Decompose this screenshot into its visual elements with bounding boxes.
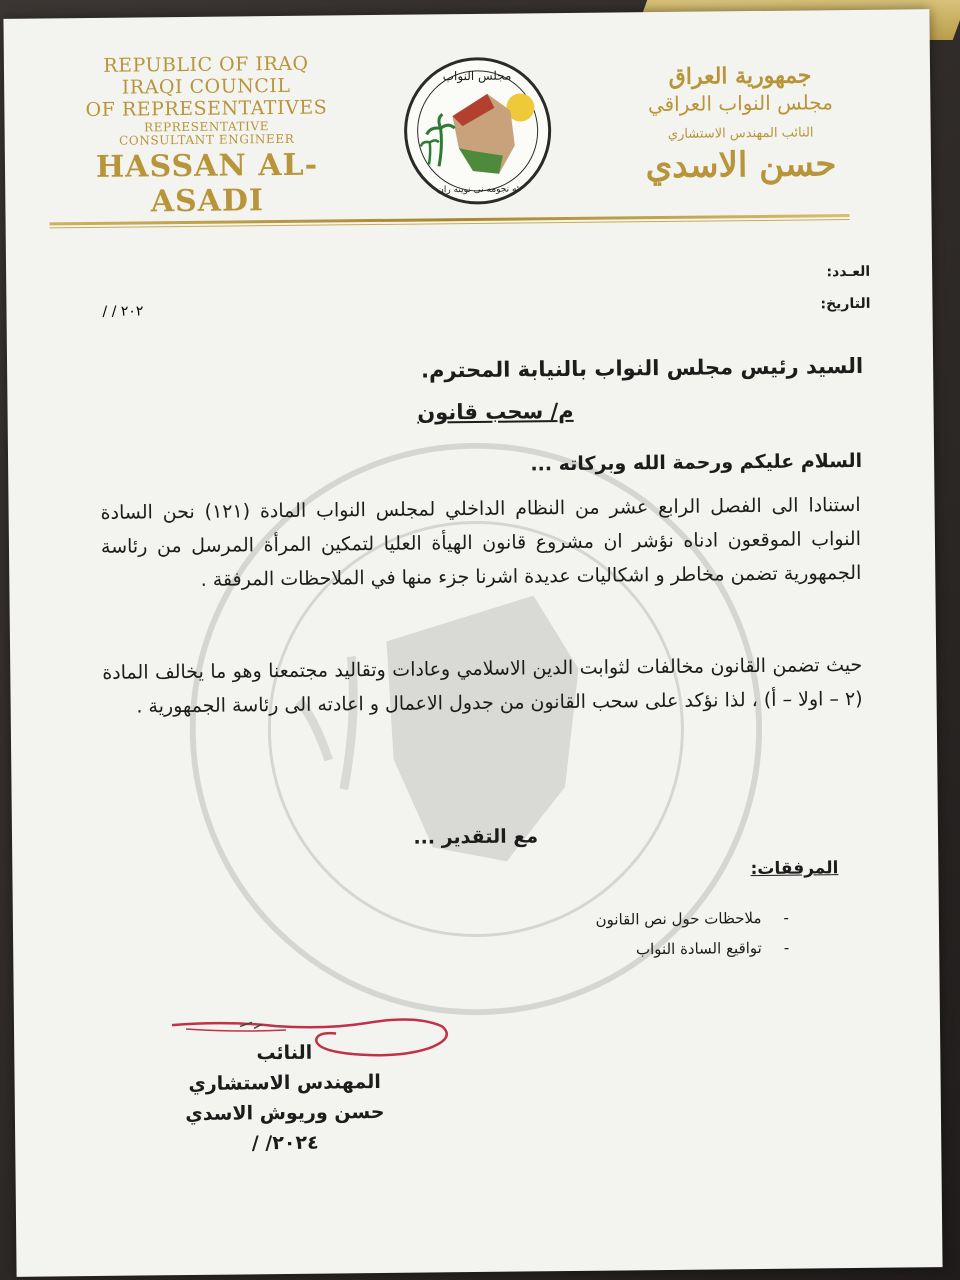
english-line-representatives: OF REPRESENTATIVES (85, 96, 328, 121)
attachments-title: المرفقات: (750, 858, 839, 880)
letter-sheet (3, 9, 942, 1277)
arabic-line-council: مجلس النواب العراقي (647, 89, 833, 116)
english-name: HASSAN AL-ASADI (95, 147, 319, 219)
date-label: التاريخ: (820, 295, 871, 313)
closing-line: مع التقدير ... (413, 825, 539, 849)
signature-date: / /٢٠٢٤ (251, 1131, 319, 1155)
attachment-item: - ملاحظات حول نص القانون (596, 909, 789, 929)
attachments-list (596, 909, 790, 971)
greeting: السلام عليكم ورحمة الله وبركاته ... (530, 449, 863, 476)
signature-block (174, 1037, 395, 1159)
logo-bottom-text: ئه نجومه نى نوينه ران (437, 184, 520, 196)
english-line-council: IRAQI COUNCIL (121, 74, 291, 99)
english-letterhead (56, 53, 358, 220)
addressee: السيد رئيس مجلس النواب بالنيابة المحترم. (420, 353, 864, 383)
signature-name: حسن وريوش الاسدي (185, 1100, 385, 1126)
english-line-engineer: CONSULTANT ENGINEER (119, 132, 295, 149)
english-line-republic: REPUBLIC OF IRAQ (103, 52, 309, 77)
council-logo-icon (402, 55, 554, 207)
body-paragraph-1: استنادا الى الفصل الرابع عشر من النظام الداخلي لمجلس النواب المادة (١٢١) نحن السادة النواب الموقعون ادناه نؤشر ان مشروع قانون الهيأة العليا لتمكين المرأة المرسل من رئاسة الجمهورية تضمن مخاطر و اشكاليات عديدة اشرنا جزء منها في الملاحظات المرفقة . (100, 493, 862, 591)
signature-title: النائب (256, 1041, 313, 1065)
body-paragraph-2: حيث تضمن القانون مخالفات لثوابت الدين الاسلامي وعادات وتقاليد مجتمعنا وهو ما يخالف المادة (٢ – اولا – أ) ، لذا نؤكد على سحب القانون من جدول الاعمال و اعادته الى رئاسة الجمهورية . (102, 653, 863, 718)
signature-role: المهندس الاستشاري (188, 1070, 381, 1096)
arabic-name: حسن الاسدي (645, 143, 837, 186)
arabic-letterhead (610, 62, 871, 188)
attachment-item: - تواقيع السادة النواب (596, 939, 789, 959)
arabic-line-republic: جمهورية العراق (668, 62, 812, 90)
date-value: / / ٢٠٢ (102, 303, 144, 320)
english-line-representative: REPRESENTATIVE (143, 118, 270, 134)
number-label: العـدد: (826, 263, 871, 281)
subject-line: م/ سحب قانون (417, 398, 574, 425)
logo-top-text: مجلس النواب (442, 68, 512, 84)
arabic-line-title: النائب المهندس الاستشاري (667, 124, 814, 142)
